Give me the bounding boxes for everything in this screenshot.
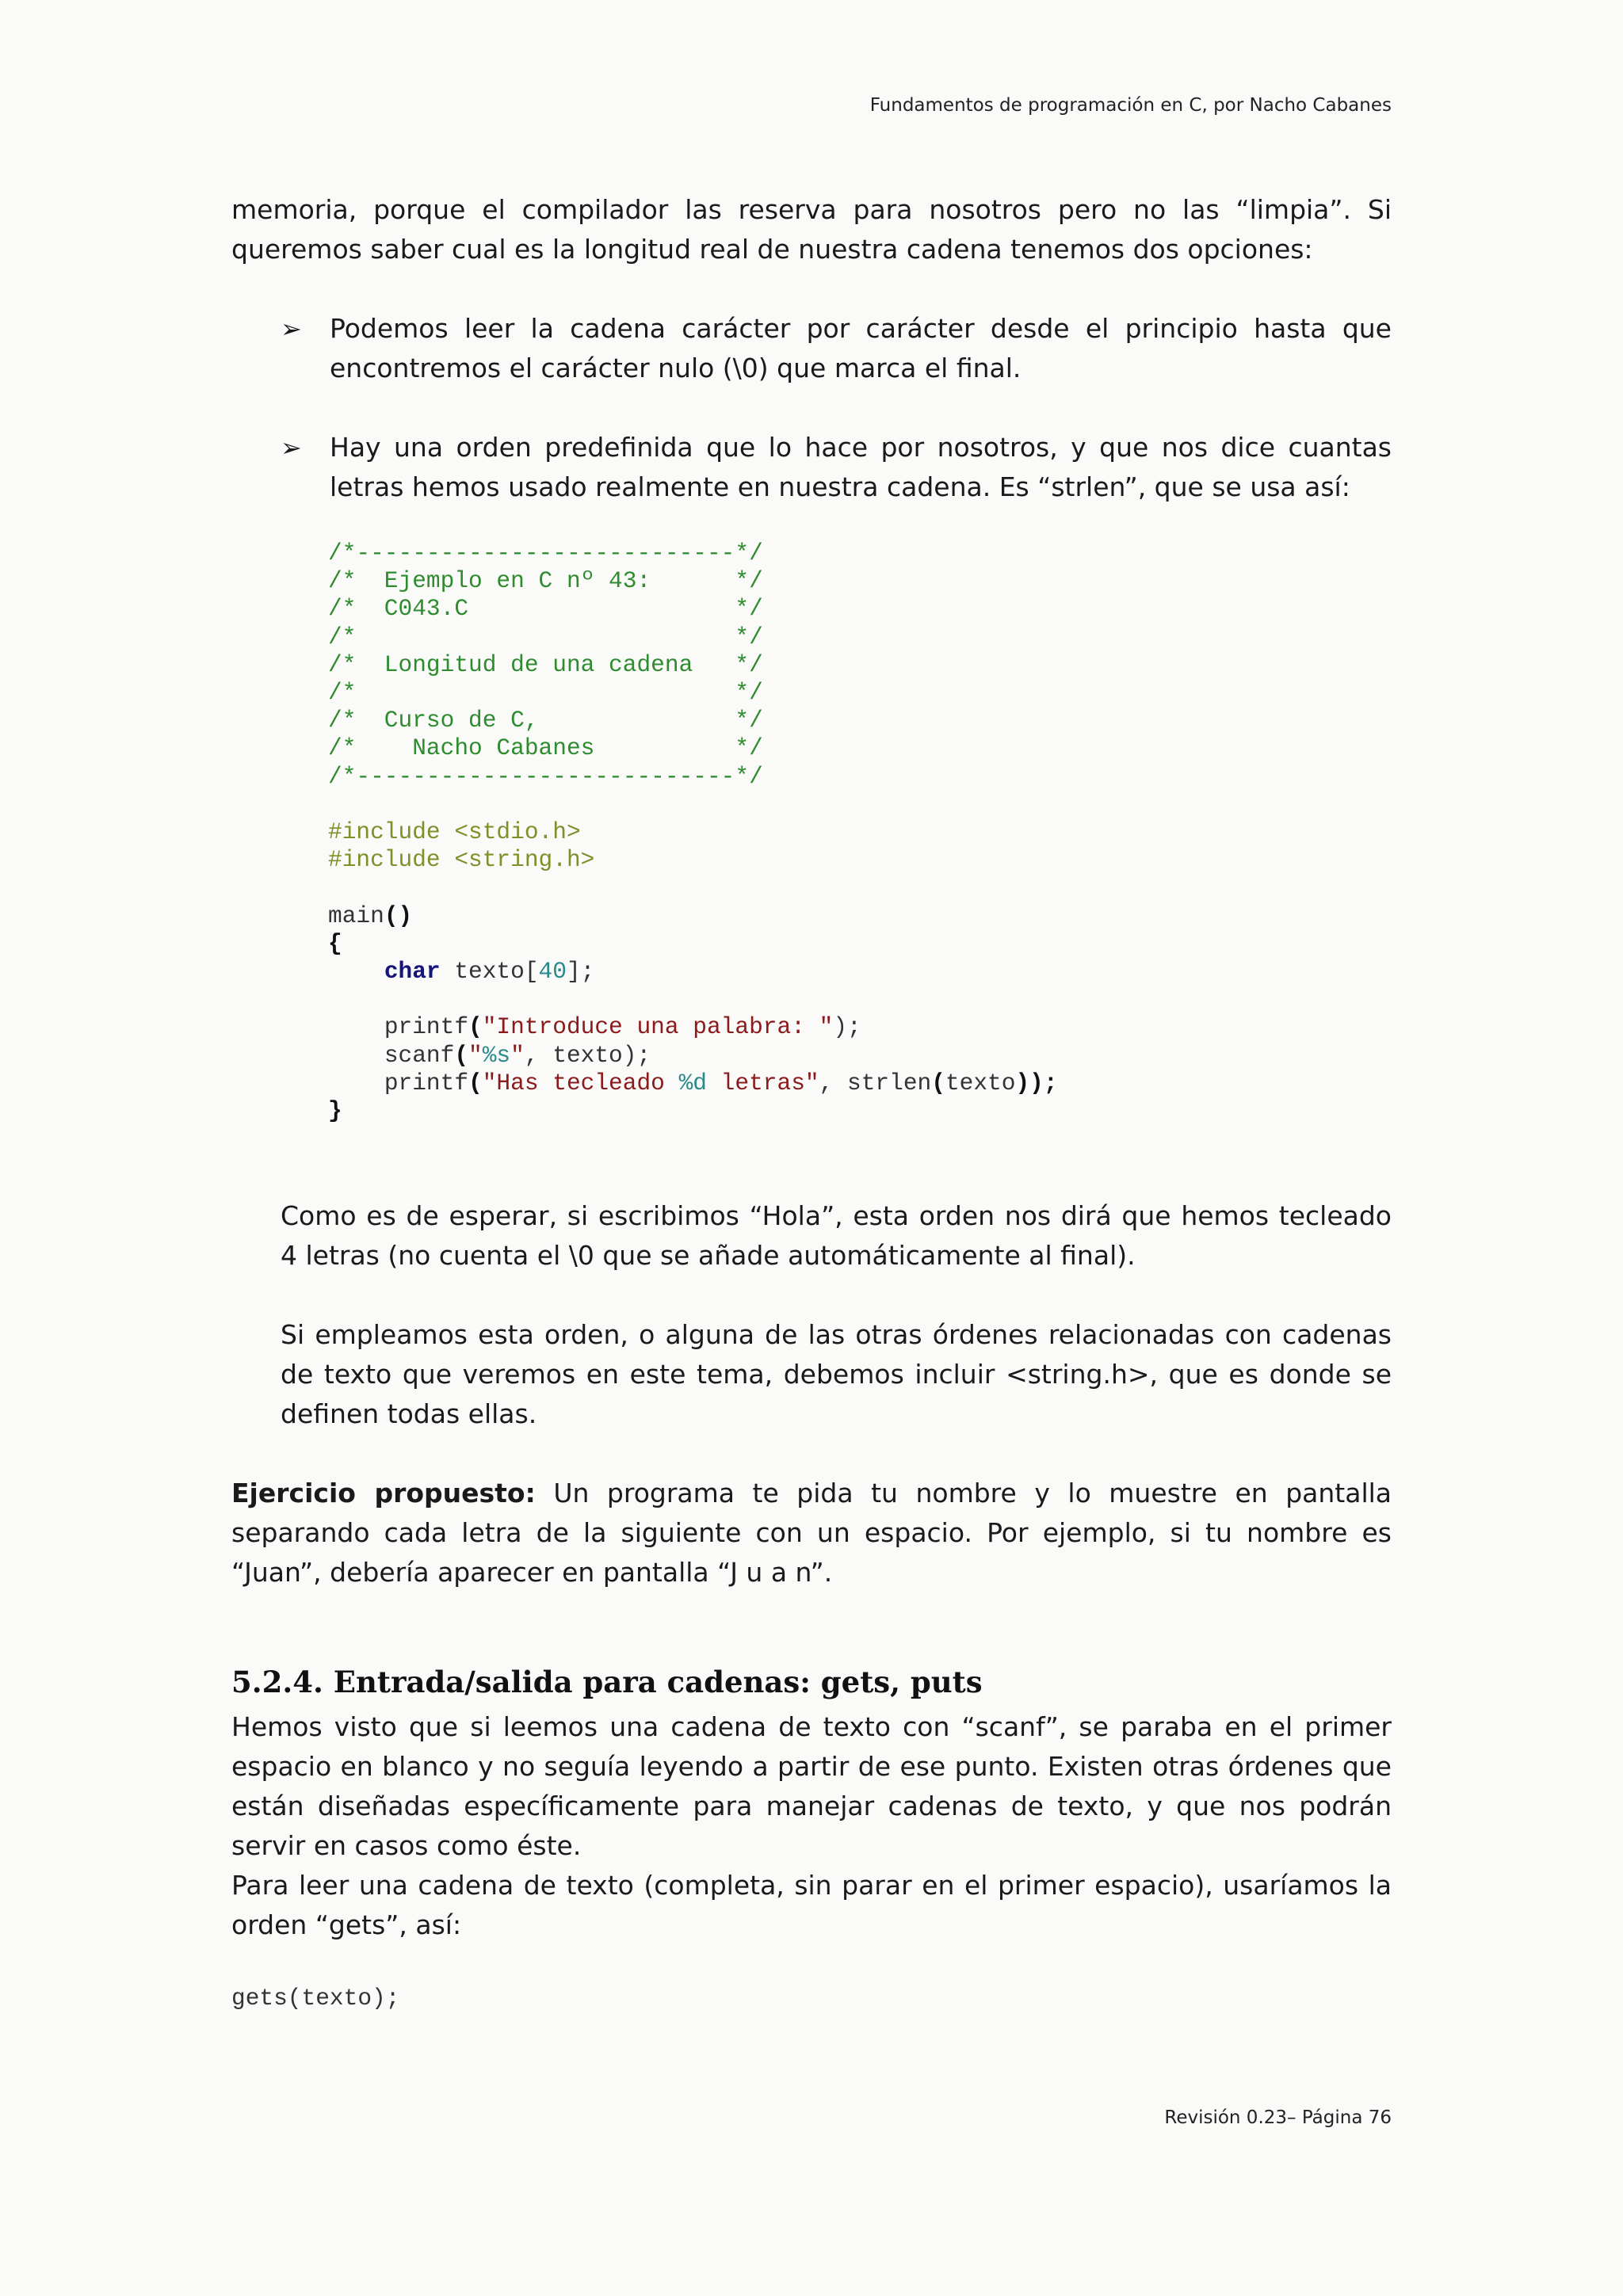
code-open-brace: {: [328, 929, 342, 957]
exercise-text: Un programa te pida tu nombre y lo muestre en pantalla separando cada letra de la siguiente con un espacio. Por ejemplo, si tu nombre es “Juan”, debería aparecer en pantalla “J u a n”.: [231, 1478, 1392, 1588]
code-include-line: #include <string.h>: [328, 846, 595, 874]
code-scanf-fn: scanf: [384, 1041, 455, 1069]
page-header: Fundamentos de programación en C, por Nacho Cabanes: [869, 95, 1392, 116]
code-paren: (: [931, 1069, 945, 1097]
code-printf-fn: printf: [384, 1013, 469, 1041]
after-code-paragraph-1: Como es de esperar, si escribimos “Hola”, esta orden nos dirá que hemos tecleado 4 letras (no cuenta el \0 que se añade automáticamente al final).: [281, 1200, 1392, 1271]
code-comment-line: /* Nacho Cabanes */: [328, 734, 763, 762]
code-comment-line: /* */: [328, 623, 763, 650]
code-strlen-call: , strlen: [819, 1069, 932, 1097]
code-block: [328, 540, 1058, 1125]
bullet-text: Hay una orden predefinida que lo hace por nosotros, y que nos dice cuantas letras hemos usado realmente en nuestra cadena. Es “strlen”, que se usa así:: [330, 432, 1392, 502]
code-paren: (: [454, 1041, 469, 1069]
exercise-paragraph: [231, 1474, 1392, 1592]
after-code-paragraph-2: Si empleamos esta orden, o alguna de las otras órdenes relacionadas con cadenas de texto que veremos en este tema, debemos incluir <string.h>, que es donde se definen todas ellas.: [281, 1319, 1392, 1429]
code-paren: (: [468, 1013, 483, 1041]
code-comment-line: /* C043.C */: [328, 595, 763, 623]
gets-code-line: gets(texto);: [231, 1985, 400, 2012]
section-paragraph-2: Para leer una cadena de texto (completa, sin parar en el primer espacio), usaríamos la orden “gets”, así:: [231, 1870, 1392, 1940]
page-footer: Revisión 0.23– Página 76: [1164, 2107, 1392, 2128]
code-comment-line: /*---------------------------*/: [328, 540, 763, 566]
bullet-item: [281, 309, 1392, 388]
code-format-spec: %d: [678, 1069, 707, 1097]
exercise-label: Ejercicio propuesto:: [231, 1478, 536, 1508]
code-comment-line: /* Ejemplo en C nº 43: */: [328, 567, 763, 595]
code-quote: ": [468, 1041, 483, 1069]
code-printf-fn: printf: [384, 1069, 469, 1097]
bullet-item: [281, 428, 1392, 507]
code-string: "Introduce una palabra: ": [482, 1013, 834, 1041]
code-decl-size: 40: [538, 958, 567, 986]
code-stmt-end: );: [833, 1013, 861, 1041]
code-scanf-args: , texto: [524, 1041, 623, 1069]
code-decl-var: texto[: [440, 958, 539, 986]
code-parens: (): [384, 902, 413, 929]
code-quote: ": [510, 1041, 525, 1069]
code-strlen-arg: texto: [945, 1069, 1016, 1097]
code-comment-line: /* Longitud de una cadena */: [328, 650, 763, 678]
section-paragraph-1: Hemos visto que si leemos una cadena de texto con “scanf”, se paraba en el primer espacio en blanco y no seguía leyendo a partir de ese punto. Existen otras órdenes que están diseñadas específicamente para manejar cadenas de texto, y que nos podrán servir en casos como éste.: [231, 1711, 1392, 1861]
code-comment-line: /* Curso de C, */: [328, 707, 763, 734]
arrow-bullet-icon: ➢: [281, 314, 302, 344]
code-format-spec: %s: [482, 1041, 511, 1069]
code-stmt-end: ));: [1015, 1069, 1058, 1097]
code-include-line: #include <stdio.h>: [328, 818, 581, 846]
code-close-brace: }: [328, 1097, 342, 1125]
arrow-bullet-icon: ➢: [281, 433, 302, 463]
section-heading: 5.2.4. Entrada/salida para cadenas: gets, puts: [231, 1665, 983, 1699]
code-paren: (: [468, 1069, 483, 1097]
bullet-text: Podemos leer la cadena carácter por carácter desde el principio hasta que encontremos el carácter nulo (\0) que marca el final.: [330, 313, 1392, 383]
code-comment-line: /*---------------------------*/: [328, 762, 763, 790]
code-stmt-end: );: [622, 1041, 651, 1069]
code-char-keyword: char: [384, 958, 441, 986]
code-decl-end: ];: [566, 958, 595, 986]
code-string: letras": [706, 1069, 819, 1097]
code-main: main: [328, 902, 384, 929]
intro-paragraph: memoria, porque el compilador las reserva para nosotros pero no las “limpia”. Si queremos saber cual es la longitud real de nuestra cadena tenemos dos opciones:: [231, 194, 1392, 265]
code-string: "Has tecleado: [482, 1069, 679, 1097]
code-comment-line: /* */: [328, 679, 763, 707]
